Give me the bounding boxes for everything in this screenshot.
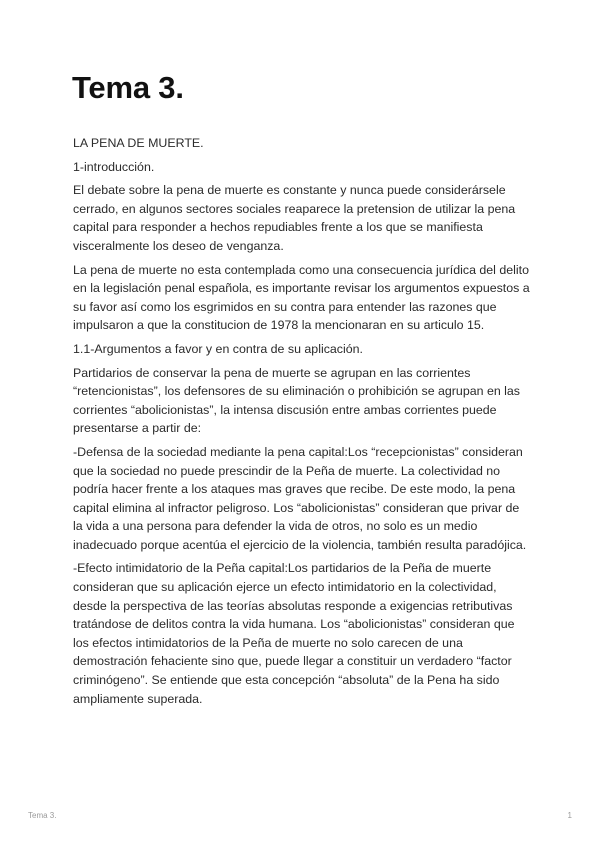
document-body [73,134,531,713]
footer-title: Tema 3. [28,811,57,820]
paragraph: -Defensa de la sociedad mediante la pena capital:Los “recepcionistas” consideran que la sociedad no puede prescindir de la Peña de muerte. La colectividad no podría hacer frente a los ataques mas graves que recibe. De este modo, la pena capital elimina al infractor peligroso. Los “abolicionistas” consideran que privar de la vida a una persona para defender la vida de otros, no solo es un medio inadecuado porque acentúa el ejercicio de la violencia, también resulta paradójica. [73,444,527,552]
section-heading: LA PENA DE MUERTE. [73,136,204,150]
page-title: Tema 3. [72,70,184,105]
page-number: 1 [567,811,572,820]
subsection-heading: 1-introducción. [73,159,155,174]
paragraph: La pena de muerte no esta contemplada como una consecuencia jurídica del delito en la legislación penal española, es importante revisar los argumentos expuestos a su favor así como los esgrimidos en su contra para entender las razones que impulsaron a que la constitucion de 1978 la mencionaran en su articulo 15. [73,262,530,333]
paragraph: -Efecto intimidatorio de la Peña capital:Los partidarios de la Peña de muerte consideran que su aplicación ejerce un efecto intimidatorio en la colectividad, desde la perspectiva de las teorías absolutas responde a exigencias retributivas tratándose de delitos contra la vida humana. Los “abolicionistas” consideran que los efectos intimidatorios de la Peña de muerte no solo carecen de una demostración fehaciente sino que, puede llegar a constituir un verdadero “factor criminógeno”. Se entiende que esta concepción “absoluta” de la Pena ha sido ampliamente superada. [73,561,515,706]
paragraph: Partidarios de conservar la pena de muerte se agrupan en las corrientes “retencionistas”, los defensores de su eliminación o prohibición se agrupan en las corrientes “abolicionistas”, la intensa discusión entre ambas corrientes puede presentarse a partir de: [73,365,521,436]
subsection-heading: 1.1-Argumentos a favor y en contra de su aplicación. [73,341,363,356]
paragraph: El debate sobre la pena de muerte es constante y nunca puede considerársele cerrado, en algunos sectores sociales reaparece la pretension de utilizar la pena capital para responder a hechos repudiables frente a los que se manifiesta visceralmente los deseo de venganza. [73,183,516,253]
